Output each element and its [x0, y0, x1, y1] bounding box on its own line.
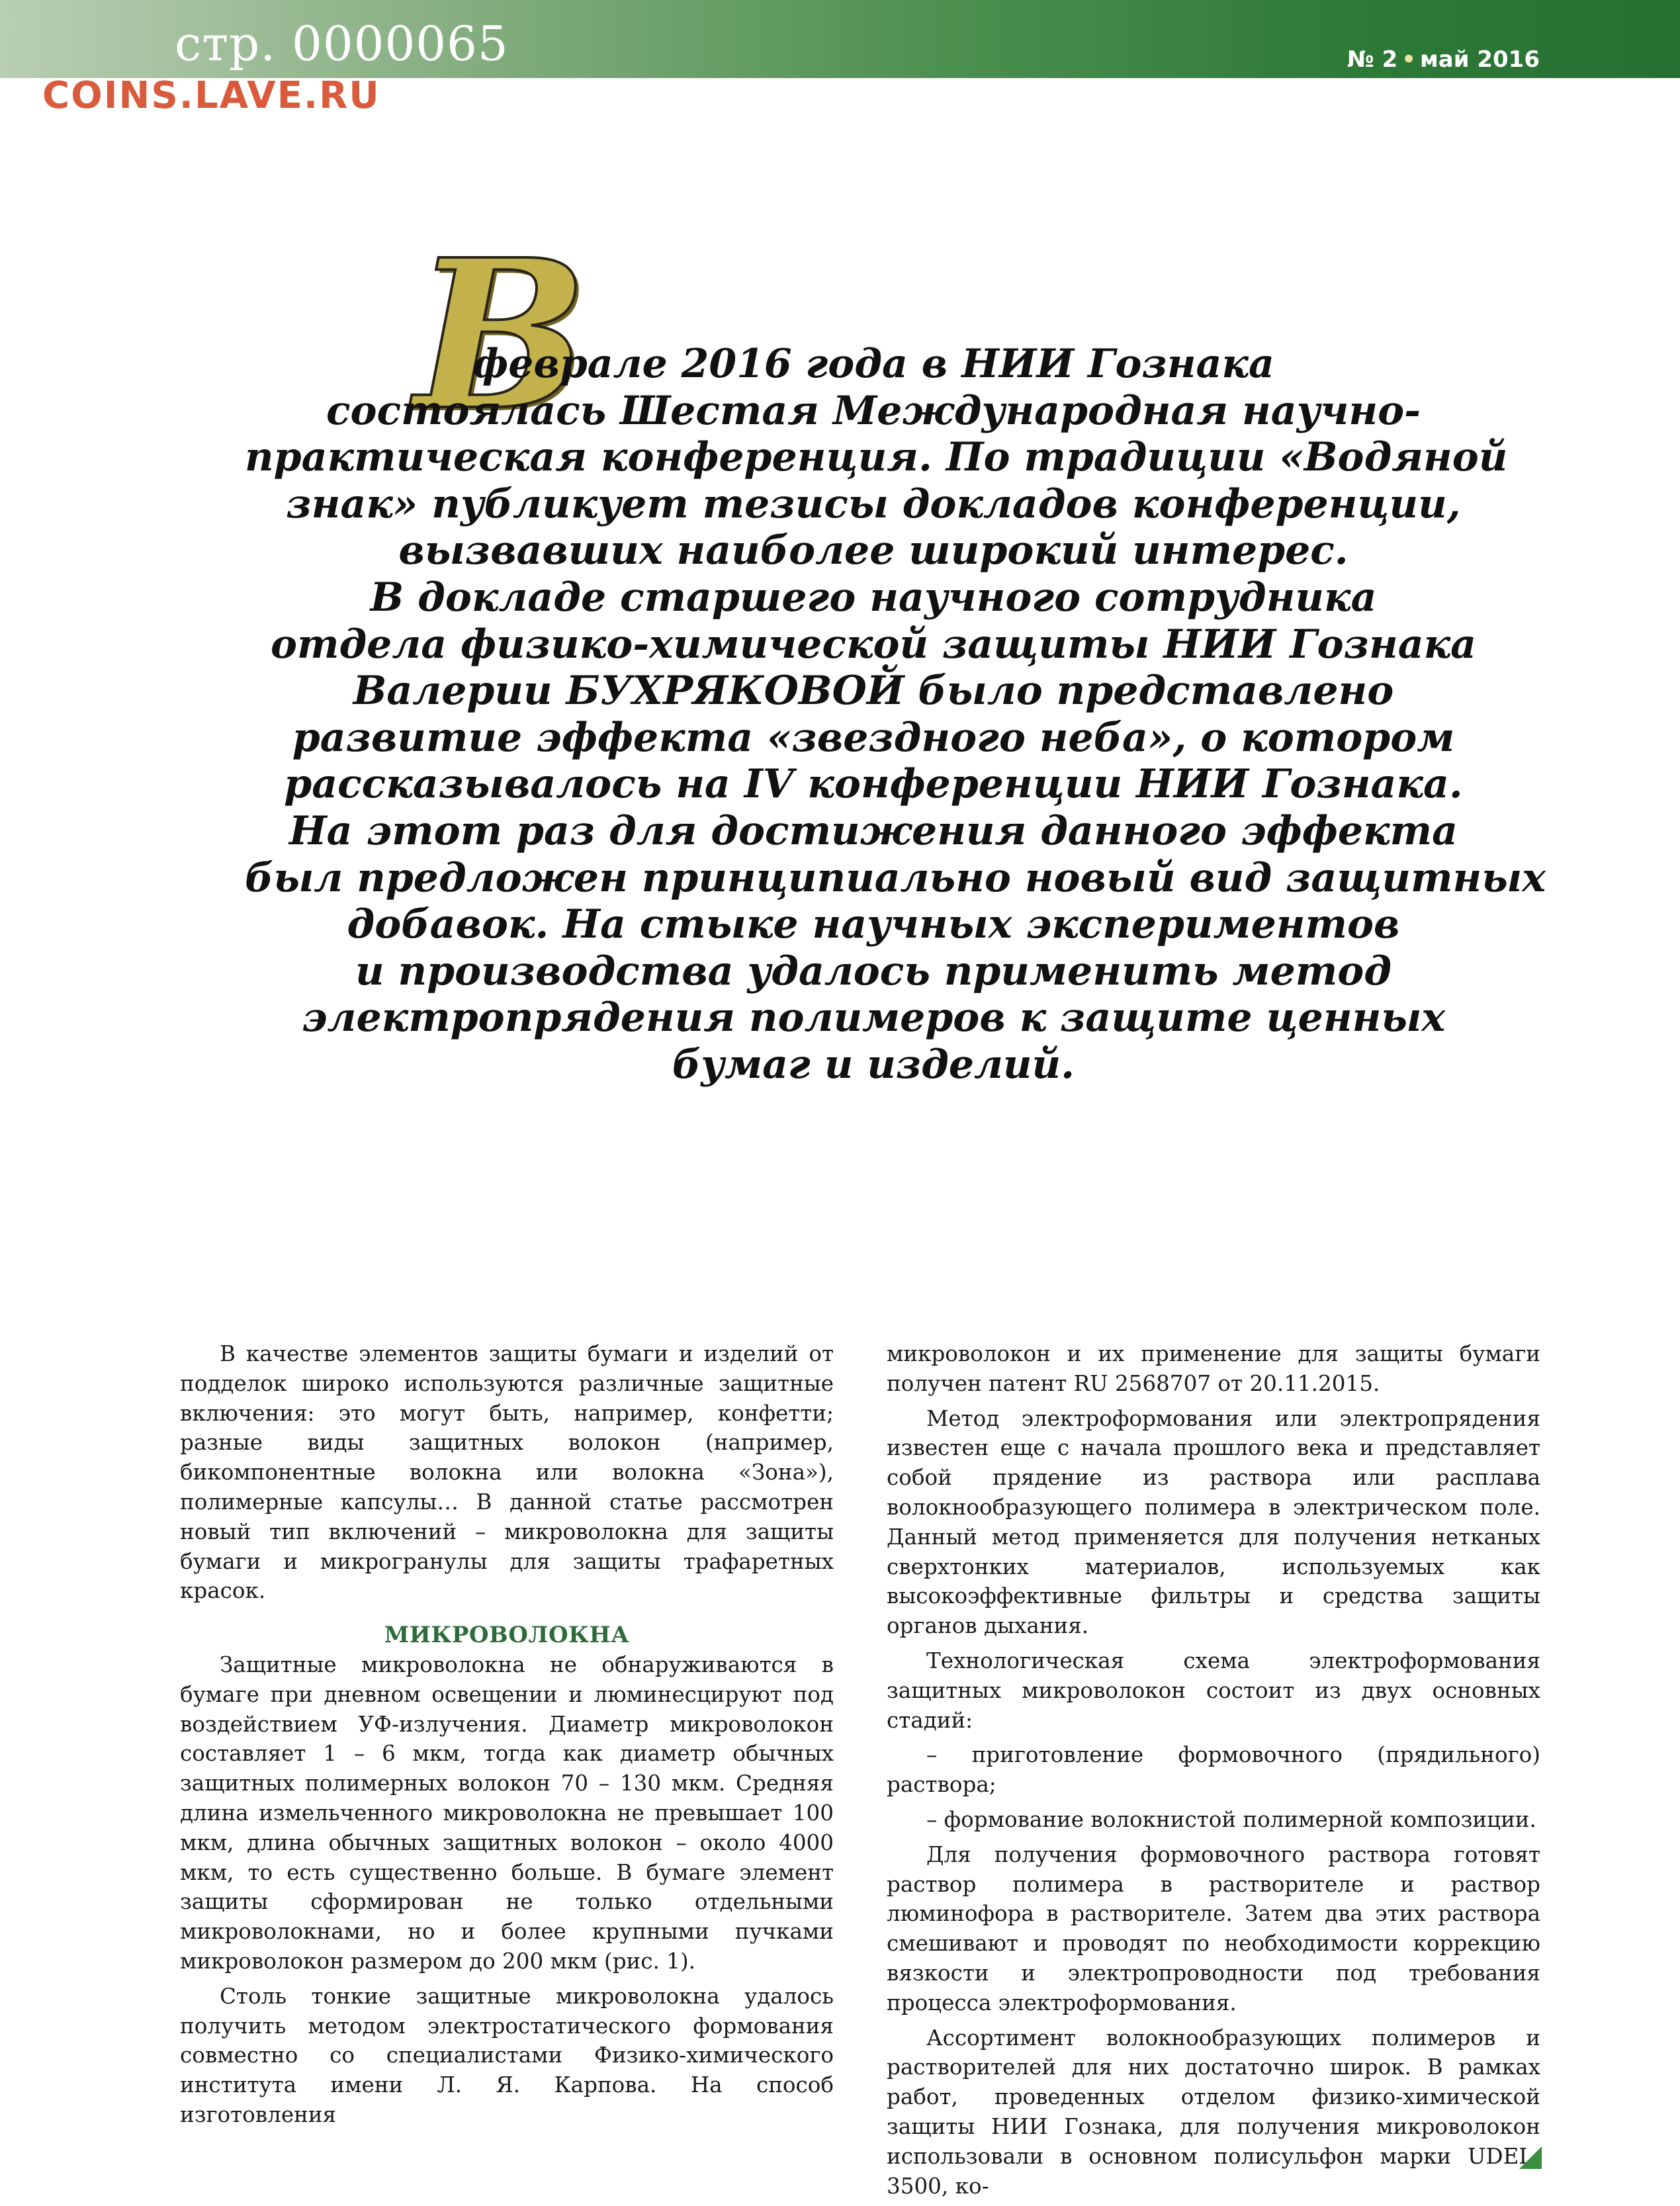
lead-paragraph — [245, 341, 1546, 1088]
lead-line: состоялась Шестая Международная научно- — [326, 387, 1421, 434]
page-stamp: стр. 0000065 — [175, 16, 509, 71]
page-end-triangle-icon — [1519, 2146, 1542, 2169]
lead-line: знак» публикует тезисы докладов конференции, — [286, 480, 1461, 527]
list-item: – формование волокнистой полимерной композиции. — [926, 1806, 1536, 1832]
lead-line: и производства удалось применить метод — [355, 948, 1392, 994]
body-paragraph: Метод электроформования или электропрядения известен еще с начала прошлого века и представляет собой прядение из раствора или расплава волокнообразующего полимера в электрическом поле. Данный метод применяется для получения нетканых сверхтонких материалов, используемых как высокоэффективные фильтры и средства защиты органов дыхания. — [887, 1405, 1540, 1639]
lead-line: практическая конференция. По традиции «Водяной — [245, 434, 1508, 481]
lead-line: вызвавших наиболее широкий интерес. — [398, 527, 1348, 574]
body-paragraph: Защитные микроволокна не обнаруживаются в бумаге при дневном освещении и люминесцируют под воздействием УФ-излучения. Диаметр микроволокон составляет 1 – 6 мкм, тогда как диаметр обычных защитных полимерных волокон 70 – 130 мкм. Средняя длина измельченного микроволокна не превышает 100 мкм, длина обычных защитных волокон – около 4000 мкм, то есть существенно больше. В бумаге элемент защиты сформирован не только отдельными микроволокнами, но и более крупными пучками микроволокон размером до 200 мкм (рис. 1). — [180, 1652, 834, 1974]
site-watermark: COINS.LAVE.RU — [42, 74, 380, 117]
body-paragraph: Столь тонкие защитные микроволокна удалось получить методом электростатического формования совместно со специалистами Физико-химического института имени Л. Я. Карпова. На способ изготовления — [180, 1983, 834, 2127]
lead-line: феврале 2016 года в НИИ Гознака — [472, 341, 1274, 387]
lead-line: развитие эффекта «звездного неба», о котором — [292, 714, 1455, 761]
left-column — [180, 1339, 834, 2135]
separator-dot: • — [1401, 46, 1416, 73]
right-column — [887, 1339, 1540, 2206]
lead-line: рассказывалось на IV конференции НИИ Гознака. — [284, 761, 1463, 808]
lead-line: На этот раз для достижения данного эффекта — [288, 807, 1458, 854]
issue-date: май 2016 — [1419, 46, 1540, 73]
issue-info — [1347, 46, 1540, 73]
body-paragraph: В качестве элементов защиты бумаги и изделий от подделок широко используются различные защитные включения: это могут быть, например, конфетти; разные виды защитных волокон (например, бикомпонентные волокна или волокна «Зона»), полимерные капсулы… В данной статье рассмотрен новый тип включений – микроволокна для защиты бумаги и микрогранулы для защиты трафаретных красок. — [180, 1341, 834, 1604]
body-paragraph: Технологическая схема электроформования защитных микроволокон состоит из двух основных стадий: — [887, 1648, 1540, 1733]
lead-line: добавок. На стыке научных экспериментов — [347, 901, 1400, 948]
section-heading: МИКРОВОЛОКНА — [384, 1622, 630, 1649]
lead-line: Валерии БУХРЯКОВОЙ было представлено — [353, 668, 1394, 715]
lead-line: электропрядения полимеров к защите ценных — [301, 994, 1446, 1041]
body-paragraph: Для получения формовочного раствора готовят раствор полимера в растворителе и раствор люминофора в растворителе. Затем два этих раствора смешивают и проводят по необходимости коррекцию вязкости и электропроводности под требования процесса электроформования. — [887, 1841, 1540, 2015]
drop-cap: В — [414, 215, 588, 456]
body-paragraph: микроволокон и их применение для защиты бумаги получен патент RU 2568707 от 20.11.2015. — [887, 1341, 1540, 1396]
lead-line: В докладе старшего научного сотрудника — [370, 574, 1377, 621]
issue-number: № 2 — [1347, 46, 1398, 73]
lead-line: был предложен принципиально новый вид защитных — [245, 854, 1546, 901]
lead-line: отдела физико-химической защиты НИИ Гознака — [270, 621, 1477, 668]
lead-line: бумаг и изделий. — [672, 1041, 1075, 1088]
body-paragraph: Ассортимент волокнообразующих полимеров и растворителей для них достаточно широк. В рамках работ, проведенных отделом физико-химической защиты НИИ Гознака, для получения микроволокон использовали в основном полисульфон марки UDEL-3500, ко- — [887, 2025, 1540, 2199]
list-item: – приготовление формовочного (прядильного) раствора; — [887, 1742, 1540, 1798]
